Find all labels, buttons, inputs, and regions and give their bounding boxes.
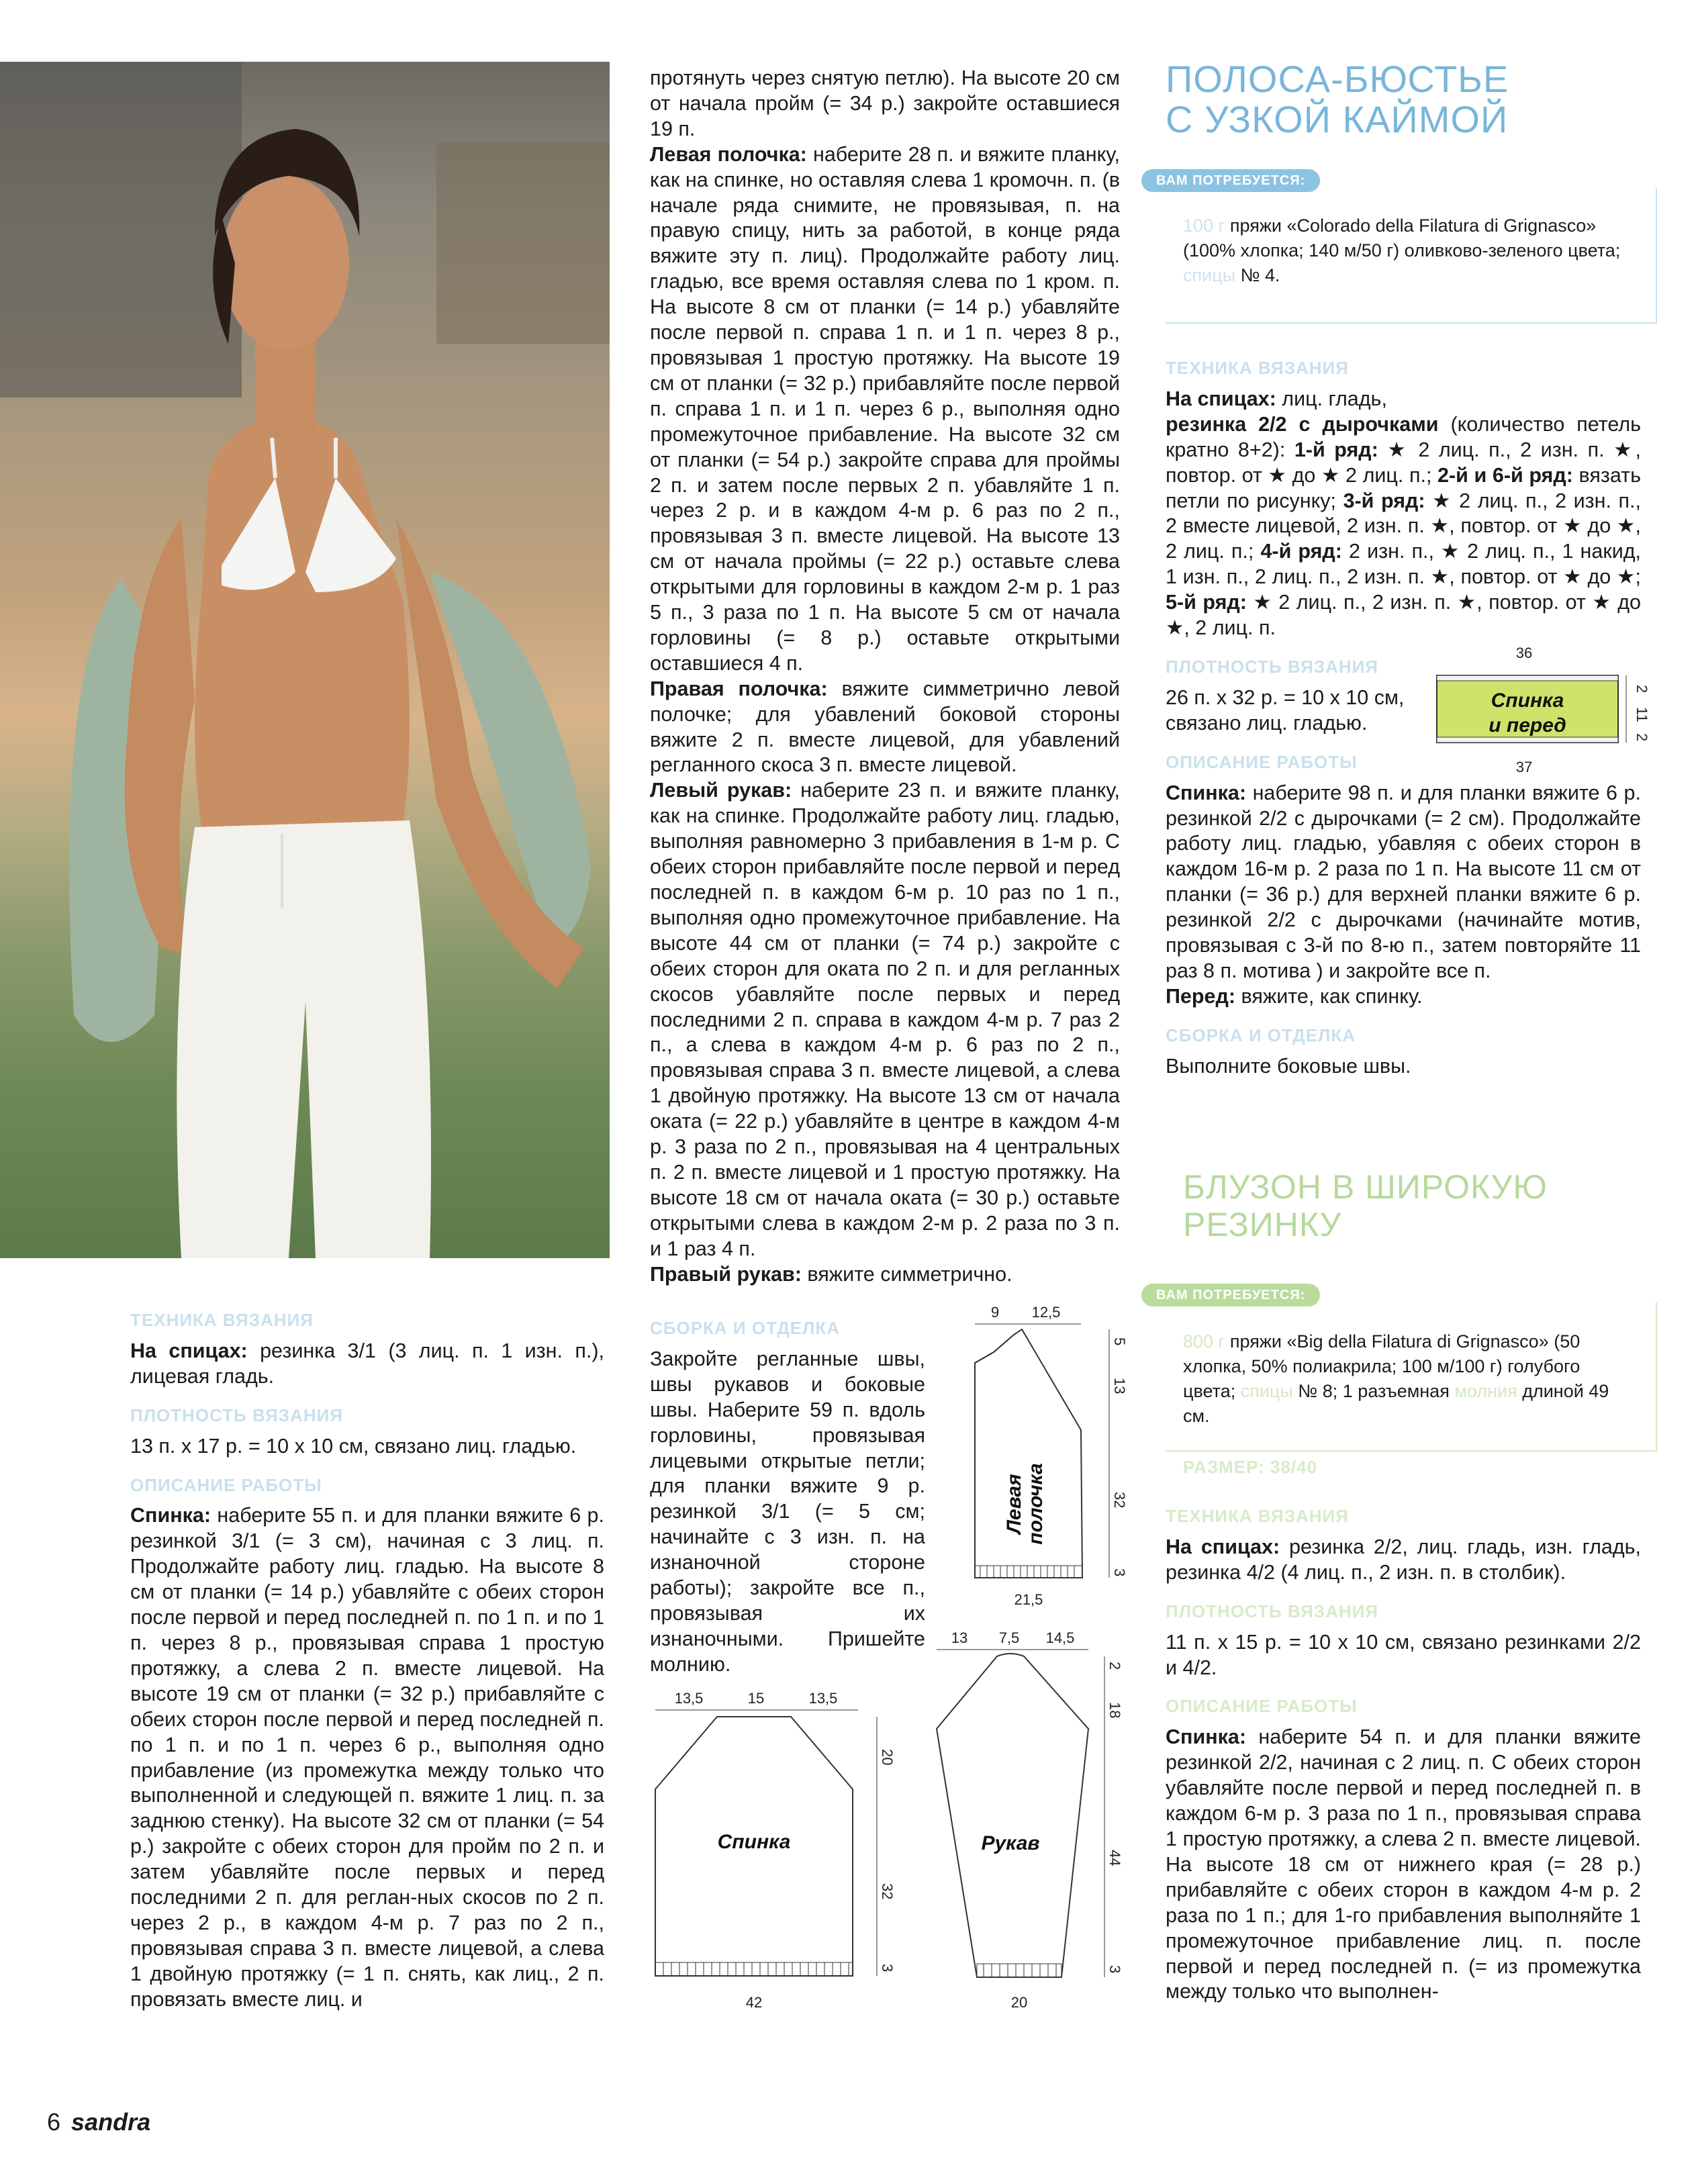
section-heading-tech-1: ТЕХНИКА ВЯЗАНИЯ: [1166, 358, 1349, 378]
diagram-back: [650, 1689, 898, 2017]
intro-paragraph: протянуть через снятую петлю). На высоте 20 см от начала пройм (= 34 р.) закройте оставшиеся 19 п.: [650, 66, 1120, 140]
section-heading-technique: ТЕХНИКА ВЯЗАНИЯ: [130, 1310, 314, 1330]
sleeve-dim-bottom: 20: [1010, 1994, 1028, 2011]
tech2-label: На спицах:: [1166, 1535, 1280, 1558]
back-paragraph: [130, 1503, 604, 2012]
front-dim-top2: 12,5: [1031, 1304, 1061, 1321]
rib-label: резинка 2/2 с дырочками: [1166, 412, 1439, 436]
bustier-dim-r2: 11: [1634, 707, 1650, 722]
row4-label: 4-й ряд:: [1260, 540, 1342, 563]
needles-paragraph: [130, 1339, 604, 1390]
sleeve-label: Рукав: [981, 1832, 1040, 1854]
front-dim-top1: 9: [990, 1304, 1000, 1321]
needs-pill-1: ВАМ ПОТРЕБУЕТСЯ:: [1141, 169, 1320, 192]
front-label2: полочка: [1025, 1463, 1047, 1545]
back-dim-r1: 20: [879, 1749, 896, 1766]
back-label: Спинка:: [130, 1504, 211, 1527]
need1-needles-no: № 4.: [1235, 265, 1280, 285]
row26-text: вязать петли по рисунку;: [1166, 463, 1641, 512]
needs-pill-2: ВАМ ПОТРЕБУЕТСЯ:: [1141, 1284, 1320, 1307]
title-bustier-line2: С УЗКОЙ КАЙМОЙ: [1166, 98, 1509, 140]
row4-text: 2 изн. п., ★ 2 лиц. п., 1 накид, 1 изн. п., 2 лиц. п., 2 изн. п. ★, повтор. от ★ до ★;: [1166, 540, 1642, 589]
bustier-dim-top: 36: [1515, 645, 1533, 661]
title-blouson: [1183, 1168, 1548, 1243]
section-heading-tech-2: ТЕХНИКА ВЯЗАНИЯ: [1166, 1506, 1349, 1526]
sleeve-dim-r4: 3: [1106, 1965, 1123, 1974]
front1-label: Перед:: [1166, 984, 1235, 1008]
back-dim-bottom: 42: [745, 1994, 763, 2011]
front1-text: вяжите, как спинку.: [1235, 984, 1423, 1008]
tech-needles-label: На спицах:: [1166, 387, 1276, 410]
row3-text: ★ 2 лиц. п., 2 изн. п., 2 вместе лицевой, 2 изн. п. ★, повтор. от ★ до ★, 2 лиц. п.;: [1166, 489, 1641, 563]
tech2-paragraph: [1166, 1535, 1641, 1586]
right-column: [1166, 59, 1649, 140]
row26-label: 2-й и 6-й ряд:: [1437, 463, 1573, 487]
diagram-left-front: [953, 1302, 1148, 1625]
left-sleeve-paragraph: [650, 778, 1120, 1262]
needles-label: На спицах:: [130, 1339, 248, 1362]
title-bustier-line1: ПОЛОСА-БЮСТЬЕ: [1166, 58, 1509, 100]
assembly-block: [650, 1316, 925, 1678]
row3-label: 3-й ряд:: [1343, 489, 1425, 512]
front-dim-r3: 32: [1111, 1492, 1128, 1509]
need2-zip-len: длиной 49 см.: [1183, 1381, 1609, 1426]
sleeve-dim-top2: 7,5: [998, 1629, 1020, 1646]
section-heading-desc-1: ОПИСАНИЕ РАБОТЫ: [1166, 751, 1358, 772]
tech-needles-text: лиц. гладь,: [1276, 387, 1387, 410]
need2-needles: спицы: [1240, 1381, 1293, 1401]
gauge-text-1: 26 п. x 32 р. = 10 x 10 см, связано лиц. гладью.: [1166, 685, 1405, 734]
back-dim-r2: 32: [879, 1883, 896, 1900]
tech-needles: [1166, 387, 1641, 412]
bustier-dim-bottom: 37: [1515, 759, 1533, 775]
brand-logo: sandra: [71, 2108, 151, 2136]
right-sleeve-label: Правый рукав:: [650, 1262, 802, 1286]
back-label: Спинка: [717, 1831, 791, 1853]
section-heading-assembly: СБОРКА И ОТДЕЛКА: [650, 1318, 841, 1338]
need2-qty: 800 г: [1183, 1331, 1225, 1351]
bustier-dim-r1: 2: [1634, 685, 1650, 694]
row5-text: ★ 2 лиц. п., 2 изн. п. ★, повтор. от ★ до ★, 2 лиц. п.: [1166, 591, 1641, 640]
back1-label: Спинка:: [1166, 781, 1247, 804]
back2-label: Спинка:: [1166, 1725, 1247, 1749]
right-sleeve-text: вяжите симметрично.: [801, 1262, 1012, 1286]
front-paragraph-1: [1166, 984, 1641, 1010]
size-heading: РАЗМЕР: 38/40: [1183, 1457, 1318, 1477]
rib-pattern: [1166, 412, 1641, 641]
needs-text-2: [1183, 1329, 1613, 1429]
need2-needles-no: № 8; 1 разъемная: [1292, 1381, 1455, 1401]
row1-label: 1-й ряд:: [1294, 438, 1378, 461]
front-dim-bottom: 21,5: [1014, 1591, 1043, 1608]
left-front-paragraph: [650, 142, 1120, 677]
front-dim-r2: 13: [1111, 1378, 1128, 1394]
bustier-label1: Спинка: [1491, 690, 1564, 712]
right-front-paragraph: [650, 677, 1120, 779]
page-footer: [47, 2108, 150, 2136]
back-dim-top2: 15: [747, 1690, 765, 1707]
need1-needles: спицы: [1183, 265, 1236, 285]
right-front-text: вяжите симметрично левой полочке; для убавлений боковой стороны вяжите 2 п. вместе лицевой, для убавлений регланного скоса 3 п. вместе лицевой.: [650, 677, 1120, 777]
gauge2-text: 11 п. x 15 р. = 10 x 10 см, связано резинками 2/2 и 4/2.: [1166, 1630, 1641, 1679]
left-front-text: наберите 28 п. и вяжите планку, как на спинке, но оставляя слева 1 кромочн. п. (в начале ряда снимите, не провязывая, п. на правую спицу, нить за работой, в конце ряда вяжите эту п. лиц). Продолжайте работу лиц. гладью, все время оставляя слева по 1 кром. п. На высоте 8 см от планки (= 14 р.) убавляйте после первой п. справа 1 п. и 1 п. через 8 р., провязывая 1 простую протяжку. На высоте 19 см от планки (= 32 р.) прибавляйте после первой п. справа 1 п. и 1 п. через 6 р., выполняя одно промежуточное прибавление. На высоте 32 см от планки (= 54 р.) закройте справа для проймы 2 п. и затем после первых 2 п. убавляйте 1 п. через 2 р. и в каждом 4-м р. 6 раз по 2 п., провязывая 3 п. вместе лицевой. На высоте 13 см от начала проймы (= 22 р.) оставьте слева открытыми для горловины в каждом 2-м р. 1 раз 5 п., 3 раза по 1 п. На высоте 5 см от начала горловины (= 8 р.) оставьте открытыми оставшиеся 4 п.: [650, 142, 1120, 675]
rib-text: (количество петель кратно 8+2):: [1166, 412, 1642, 461]
need2-zip: молния: [1454, 1381, 1517, 1401]
right-sleeve-paragraph: [650, 1262, 1120, 1288]
row5-label: 5-й ряд:: [1166, 591, 1247, 614]
sleeve-dim-r2: 18: [1106, 1702, 1123, 1719]
back2-paragraph: [1166, 1725, 1641, 2005]
back-dim-r3: 3: [879, 1964, 896, 1973]
back-dim-top1: 13,5: [674, 1690, 704, 1707]
back-dim-top3: 13,5: [808, 1690, 838, 1707]
left-sleeve-text: наберите 23 п. и вяжите планку, как на спинке. Продолжайте работу лиц. гладью, выполняя равномерно 3 прибавления в 1-м р. С обеих сторон прибавляйте после первой и перед последней п. в каждом 6-м р. 10 раз по 1 п., выполняя одно промежуточное прибавление. На высоте 44 см от планки (= 74 р.) закройте с обеих сторон для оката по 2 п. и для регланных скосов убавляйте после первых и перед последними 2 п. справа в каждом 4-м р. 7 раз 2 п., а слева в каждом 4-м р. 6 раз по 2 п., провязывая справа 3 п. вместе лицевой, а слева 1 двойную протяжку. На высоте 13 см от начала оката (= 22 р.) убавляйте в центре в каждом 4-м р. 3 раза по 2 п., провязывая на 4 центральных п. 2 п. вместе лицевой и 1 простую протяжку. На высоте 18 см от начала оката (= 30 р.) оставьте открытыми слева в каждом 2-м р. 2 раза по 3 п. и 1 раз 4 п.: [650, 779, 1120, 1260]
back-text: наберите 55 п. и для планки вяжите 6 р. резинкой 3/1 (= 3 см), начиная с 3 лиц. п. Продолжайте работу лиц. гладью. На высоте 8 см от планки (= 14 р.) убавляйте с обеих сторон после первой и перед последней п. по 1 п. и по 1 п. через 8 р., провязывая справа 1 простую протяжку, а слева 2 п. вместе лицевой. На высоте 19 см от планки (= 32 р.) прибавляйте с обеих сторон после первой и перед последней п. по 1 п. и по 1 п. через 6 р., выполняя одно прибавление (из промежутка между только что выполненной и следующей п. вяжите 1 лиц. п. за заднюю стенку). На высоте 32 см от планки (= 54 р.) закройте с обеих сторон для пройм по 2 п. и затем убавляйте после первых и перед последними 2 п. для реглан-ных скосов по 2 п. через 2 р., в каждом 4-м р. 7 раз по 2 п., провязывая справа 3 п. вместе лицевой, а слева 1 двойную протяжку (= 1 п. снять, как лиц., 2 п. провязать вместе лиц. и: [130, 1504, 604, 2011]
bustier-label2: и перед: [1489, 714, 1566, 737]
diagram-sleeve: [930, 1628, 1151, 2017]
title-blouson-line1: БЛУЗОН В ШИРОКУЮ: [1183, 1168, 1548, 1206]
model-illustration: [0, 62, 610, 1258]
gauge-text: 13 п. x 17 р. = 10 x 10 см, связано лиц. гладью.: [130, 1434, 577, 1458]
section-heading-description: ОПИСАНИЕ РАБОТЫ: [130, 1474, 322, 1495]
back2-text: наберите 54 п. и для планки вяжите резинкой 2/2, начиная с 2 лиц. п. С обеих сторон убавляйте после первой и перед последней п. в каждом 6-м р. 3 раза по 1 п., провязывая справа 1 простую протяжку, а слева 2 п. вместе лицевой. На высоте 18 см от нижнего края (= 28 р.) прибавляйте с обеих сторон в каждом 4-м р. 2 раза по 1 п.; для 1-го прибавления выполняйте 1 промежуточное прибавление лиц. п. после первой и перед последней п. (= из промежутка между только что выполнен-: [1166, 1725, 1641, 2003]
sleeve-dim-top3: 14,5: [1045, 1629, 1075, 1646]
left-sleeve-label: Левый рукав:: [650, 779, 792, 802]
row1-text: ★ 2 лиц. п., 2 изн. п. ★, повтор. от ★ до ★ 2 лиц. п.;: [1166, 438, 1641, 487]
front-dim-r1: 5: [1111, 1337, 1128, 1346]
section-heading-assembly-1: СБОРКА И ОТДЕЛКА: [1166, 1025, 1356, 1045]
assembly-text-1: Выполните боковые швы.: [1166, 1054, 1411, 1078]
need1-text: пряжи «Colorado della Filatura di Grignasco» (100% хлопка; 140 м/50 г) оливково-зеленого цвета;: [1183, 216, 1621, 260]
section-heading-gauge-2: ПЛОТНОСТЬ ВЯЗАНИЯ: [1166, 1601, 1378, 1621]
front-dim-r4: 3: [1111, 1568, 1128, 1577]
need2-text: пряжи «Big della Filatura di Grignasco» (50 хлопка, 50% полиакрила; 100 м/100 г) голубого цвета;: [1183, 1331, 1581, 1401]
right-column-body-2: [1166, 1504, 1641, 2005]
left-column: [130, 1308, 604, 2013]
need1-qty: 100 г: [1183, 216, 1225, 236]
back1-text: наберите 98 п. и для планки вяжите 6 р. резинкой 2/2 с дырочками (= 2 см). Продолжайте работу лиц. гладью, убавляя с обеих сторон в каждом 16-м р. 2 раза по 1 п. На высоте 11 см от планки (= 36 р.) для верхней планки вяжите 6 р. резинкой 2/2 с дырочками (начинайте мотив, провязывая с 3-й по 8-ю п., затем повторяйте 11 раз 8 п. мотива ) и закройте все п.: [1166, 781, 1641, 982]
sleeve-dim-top1: 13: [951, 1629, 968, 1646]
right-front-label: Правая полочка:: [650, 677, 828, 700]
model-photo: [0, 62, 610, 1258]
middle-column: [650, 66, 1120, 1288]
front-label1: Левая: [1003, 1474, 1025, 1534]
sleeve-dim-r1: 2: [1106, 1662, 1123, 1670]
bustier-dim-r3: 2: [1634, 733, 1650, 742]
page-number: 6: [47, 2108, 61, 2136]
back-paragraph-1: [1166, 781, 1641, 984]
left-front-label: Левая полочка:: [650, 142, 807, 166]
section-heading-gauge-1: ПЛОТНОСТЬ ВЯЗАНИЯ: [1166, 656, 1378, 677]
diagram-bustier: [1423, 643, 1652, 784]
section-heading-gauge: ПЛОТНОСТЬ ВЯЗАНИЯ: [130, 1405, 343, 1425]
title-blouson-line2: РЕЗИНКУ: [1183, 1206, 1342, 1243]
needles-text: резинка 3/1 (3 лиц. п. 1 изн. п.), лицевая гладь.: [130, 1339, 604, 1388]
section-heading-desc-2: ОПИСАНИЕ РАБОТЫ: [1166, 1696, 1358, 1717]
assembly-text: Закройте регланные швы, швы рукавов и боковые швы. Наберите 59 п. вдоль горловины, провязывая лицевыми открытые петли; для планки вяжите 9 р. резинкой 3/1 (= 5 см; начинайте с 3 изн. п. на изнаночной стороне работы); закройте все п., провязывая их изнаночными. Пришейте молнию.: [650, 1347, 925, 1676]
sleeve-dim-r3: 44: [1106, 1850, 1123, 1866]
tech2-text: резинка 2/2, лиц. гладь, изн. гладь, резинка 4/2 (4 лиц. п., 2 изн. п. в столбик).: [1166, 1535, 1641, 1584]
needs-text-1: [1183, 213, 1640, 288]
